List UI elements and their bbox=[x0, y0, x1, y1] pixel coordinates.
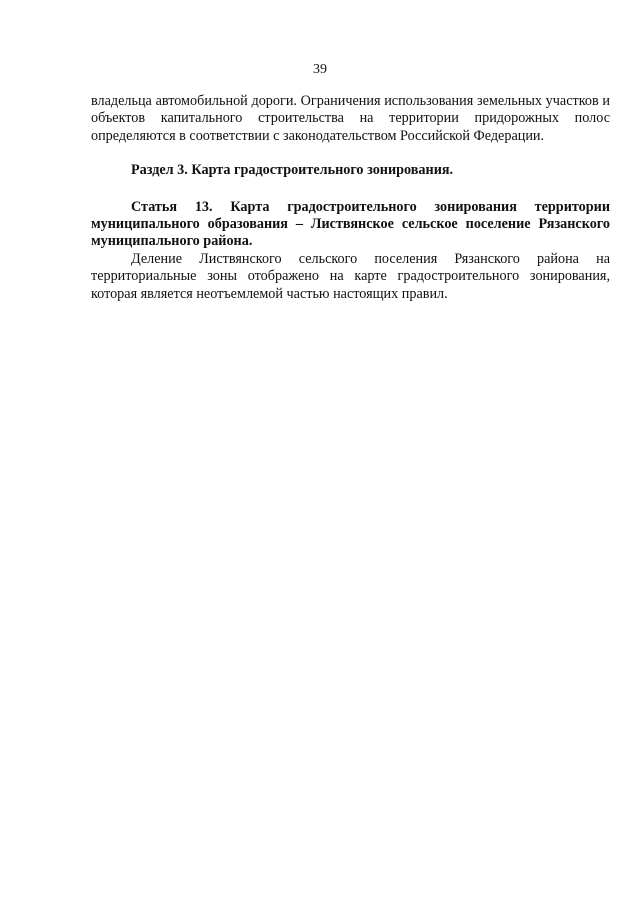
article-heading: Статья 13. Карта градостроительного зонирования территории муниципального образования – Листвянское сельское поселение Рязанского муниципального района. bbox=[91, 198, 610, 250]
page-number: 39 bbox=[313, 62, 327, 77]
page-content bbox=[91, 93, 610, 303]
article-body-paragraph: Деление Листвянского сельского поселения Рязанского района на территориальные зоны отображено на карте градостроительного зонирования, которая является неотъемлемой частью настоящих правил. bbox=[91, 250, 610, 302]
section-heading: Раздел 3. Карта градостроительного зонирования. bbox=[131, 162, 454, 179]
intro-paragraph: владельца автомобильной дороги. Ограничения использования земельных участков и объектов капитального строительства на территории придорожных полос определяются в соответствии с законодательством Российской Федерации. bbox=[91, 93, 610, 144]
